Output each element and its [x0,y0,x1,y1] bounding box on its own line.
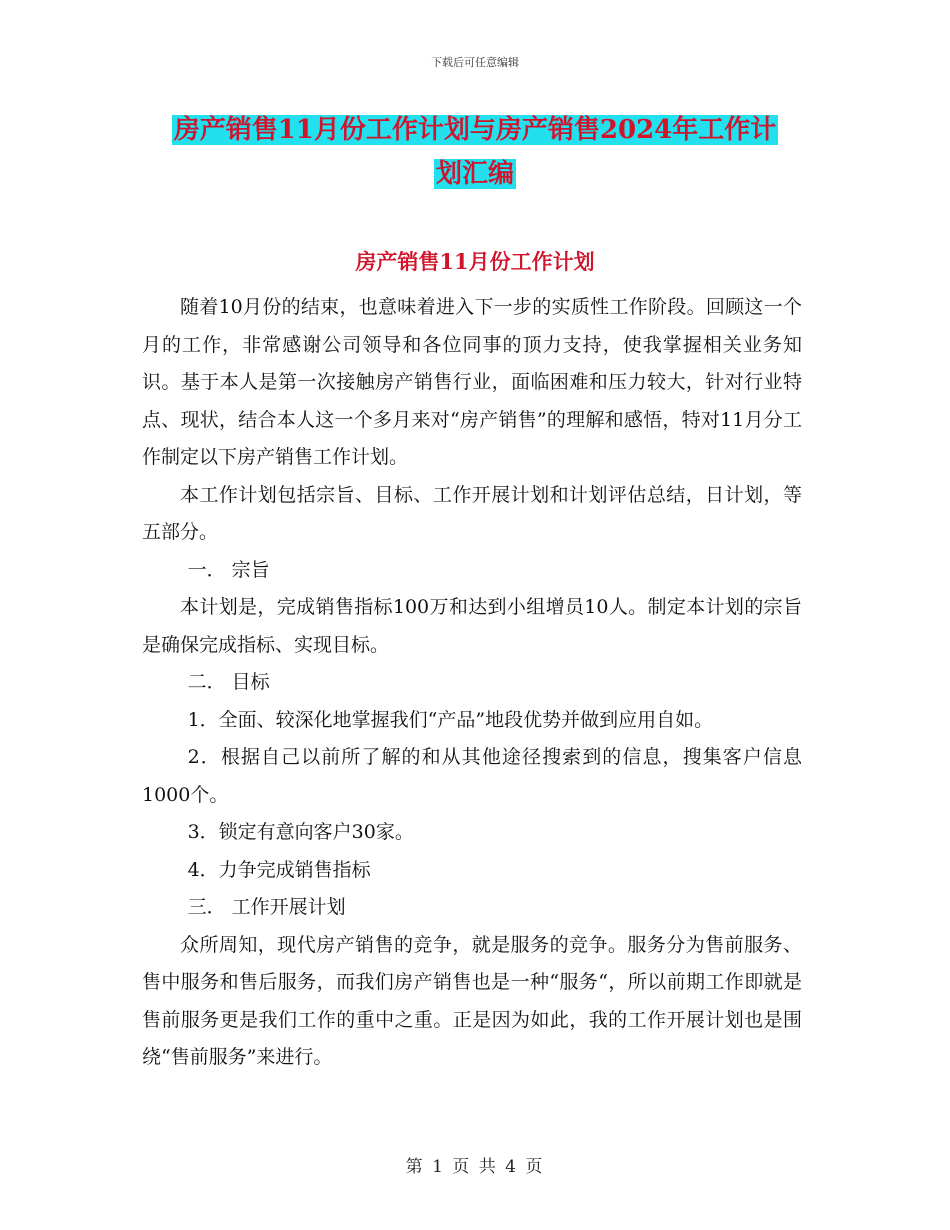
document-title-line-1: 房产销售11月份工作计划与房产销售2024年工作计 [173,115,777,145]
paragraph-plan-overview: 本工作计划包括宗旨、目标、工作开展计划和计划评估总结，日计划，等五部分。 [142,483,802,543]
paragraph-work-plan: 众所周知，现代房产销售的竞争，就是服务的竞争。服务分为售前服务、售中服务和售后服务，而我们房产销售也是一种“服务“，所以前期工作即就是售前服务更是我们工作的重中之重。正是因为如此，我的工作开展计划也是围绕“售前服务”来进行。 [142,933,802,1068]
document-title-line-2: 划汇编 [435,159,514,189]
document-title [140,108,810,196]
heading-purpose: 一． 宗旨 [187,558,270,581]
goal-item-1: 1．全面、较深化地掌握我们“产品”地段优势并做到应用自如。 [187,708,714,731]
page-header-note: 下载后可任意编辑 [431,56,519,69]
goal-item-3: 3．锁定有意向客户30家。 [187,821,414,843]
heading-work-plan: 三． 工作开展计划 [187,896,346,918]
page-number: 第 1 页 共 4 页 [405,1157,545,1177]
goal-item-2: 2．根据自己以前所了解的和从其他途径搜索到的信息，搜集客户信息1000个。 [142,746,802,806]
paragraph-purpose: 本计划是，完成销售指标100万和达到小组增员10人。制定本计划的宗旨是确保完成指标、实现目标。 [142,596,802,656]
paragraph-intro: 随着10月份的结束，也意味着进入下一步的实质性工作阶段。回顾这一个月的工作，非常感谢公司领导和各位同事的顶力支持，使我掌握相关业务知识。基于本人是第一次接触房产销售行业，面临困难和压力较大，针对行业特点、现状，结合本人这一个多月来对“房产销售”的理解和感悟，特对11月分工作制定以下房产销售工作计划。 [142,296,802,468]
heading-goals: 二． 目标 [187,671,270,693]
goal-item-4: 4．力争完成销售指标 [187,858,371,881]
document-body [142,289,802,1077]
section-title: 房产销售11月份工作计划 [355,249,595,274]
